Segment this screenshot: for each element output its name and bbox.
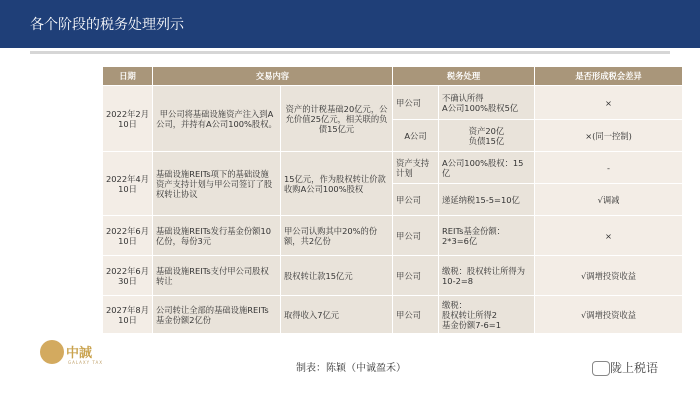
header-divider — [30, 51, 670, 54]
cell-tax-company: 甲公司 — [393, 256, 439, 296]
header-diff: 是否形成税会差异 — [535, 67, 683, 86]
table-row — [103, 256, 683, 296]
account-name: 陇上税语 — [610, 361, 659, 375]
header-date: 日期 — [103, 67, 153, 86]
cell-diff: √调减 — [535, 184, 683, 216]
cell-date: 2022年6月10日 — [103, 216, 153, 256]
table-header-row — [103, 67, 683, 86]
wechat-icon — [592, 361, 610, 376]
cell-tax-text: 不确认所得 A公司100%股权5亿 — [439, 86, 535, 120]
table-row — [103, 216, 683, 256]
cell-diff: ×(同一控制) — [535, 120, 683, 152]
cell-diff: √调增投资收益 — [535, 256, 683, 296]
table-row — [103, 152, 683, 184]
table-row — [103, 296, 683, 334]
table-caption: 制表：陈颖（中诚盈禾） — [296, 363, 406, 374]
cell-tax-text: 缴税：股权转让所得为10-2=8 — [439, 256, 535, 296]
cell-tax-company: A公司 — [393, 120, 439, 152]
cell-tax-company: 甲公司 — [393, 216, 439, 256]
cell-deal-a: 甲公司将基础设施资产注入到A公司，并持有A公司100%股权。 — [153, 86, 281, 152]
cell-deal-b: 股权转让款15亿元 — [281, 256, 393, 296]
logo-subtitle: GALAXY TAX — [68, 360, 103, 365]
cell-date: 2022年4月10日 — [103, 152, 153, 216]
cell-diff: - — [535, 152, 683, 184]
logo-mark-icon — [40, 340, 64, 364]
cell-deal-b: 15亿元，作为股权转让价款收购A公司100%股权 — [281, 152, 393, 216]
cell-tax-company: 甲公司 — [393, 86, 439, 120]
cell-deal-b: 甲公司认购其中20%的份额，共2亿份 — [281, 216, 393, 256]
table-row — [103, 86, 683, 120]
cell-tax-text: 缴税： 股权转让所得2 基金份额7-6=1 — [439, 296, 535, 334]
cell-deal-b: 取得收入7亿元 — [281, 296, 393, 334]
header-tax: 税务处理 — [393, 67, 535, 86]
cell-deal-a: 公司转让全部的基础设施REITs基金份额2亿份 — [153, 296, 281, 334]
page-title: 各个阶段的税务处理列示 — [30, 17, 184, 33]
tax-table — [102, 66, 683, 334]
header-deal: 交易内容 — [153, 67, 393, 86]
header-bar — [0, 0, 700, 48]
cell-tax-text: 资产20亿 负债15亿 — [439, 120, 535, 152]
cell-date: 2022年2月10日 — [103, 86, 153, 152]
cell-deal-b: 资产的计税基础20亿元，公允价值25亿元，相关联的负债15亿元 — [281, 86, 393, 152]
cell-tax-text: REITs基金份额： 2*3=6亿 — [439, 216, 535, 256]
cell-diff: × — [535, 86, 683, 120]
cell-diff: × — [535, 216, 683, 256]
cell-tax-company: 甲公司 — [393, 184, 439, 216]
cell-tax-text: A公司100%股权：15亿 — [439, 152, 535, 184]
cell-tax-company: 资产支持计划 — [393, 152, 439, 184]
cell-tax-text: 递延纳税15-5=10亿 — [439, 184, 535, 216]
company-logo — [40, 340, 104, 374]
cell-tax-company: 甲公司 — [393, 296, 439, 334]
cell-date: 2022年6月30日 — [103, 256, 153, 296]
logo-name: 中誠 — [66, 346, 93, 361]
cell-deal-a: 基础设施REITs项下的基础设施资产支持计划与甲公司签订了股权转让协议 — [153, 152, 281, 216]
cell-diff: √调增投资收益 — [535, 296, 683, 334]
cell-deal-a: 基础设施REITs发行基金份额10亿份，每份3元 — [153, 216, 281, 256]
cell-deal-a: 基础设施REITs支付甲公司股权转让 — [153, 256, 281, 296]
cell-date: 2027年8月10日 — [103, 296, 153, 334]
